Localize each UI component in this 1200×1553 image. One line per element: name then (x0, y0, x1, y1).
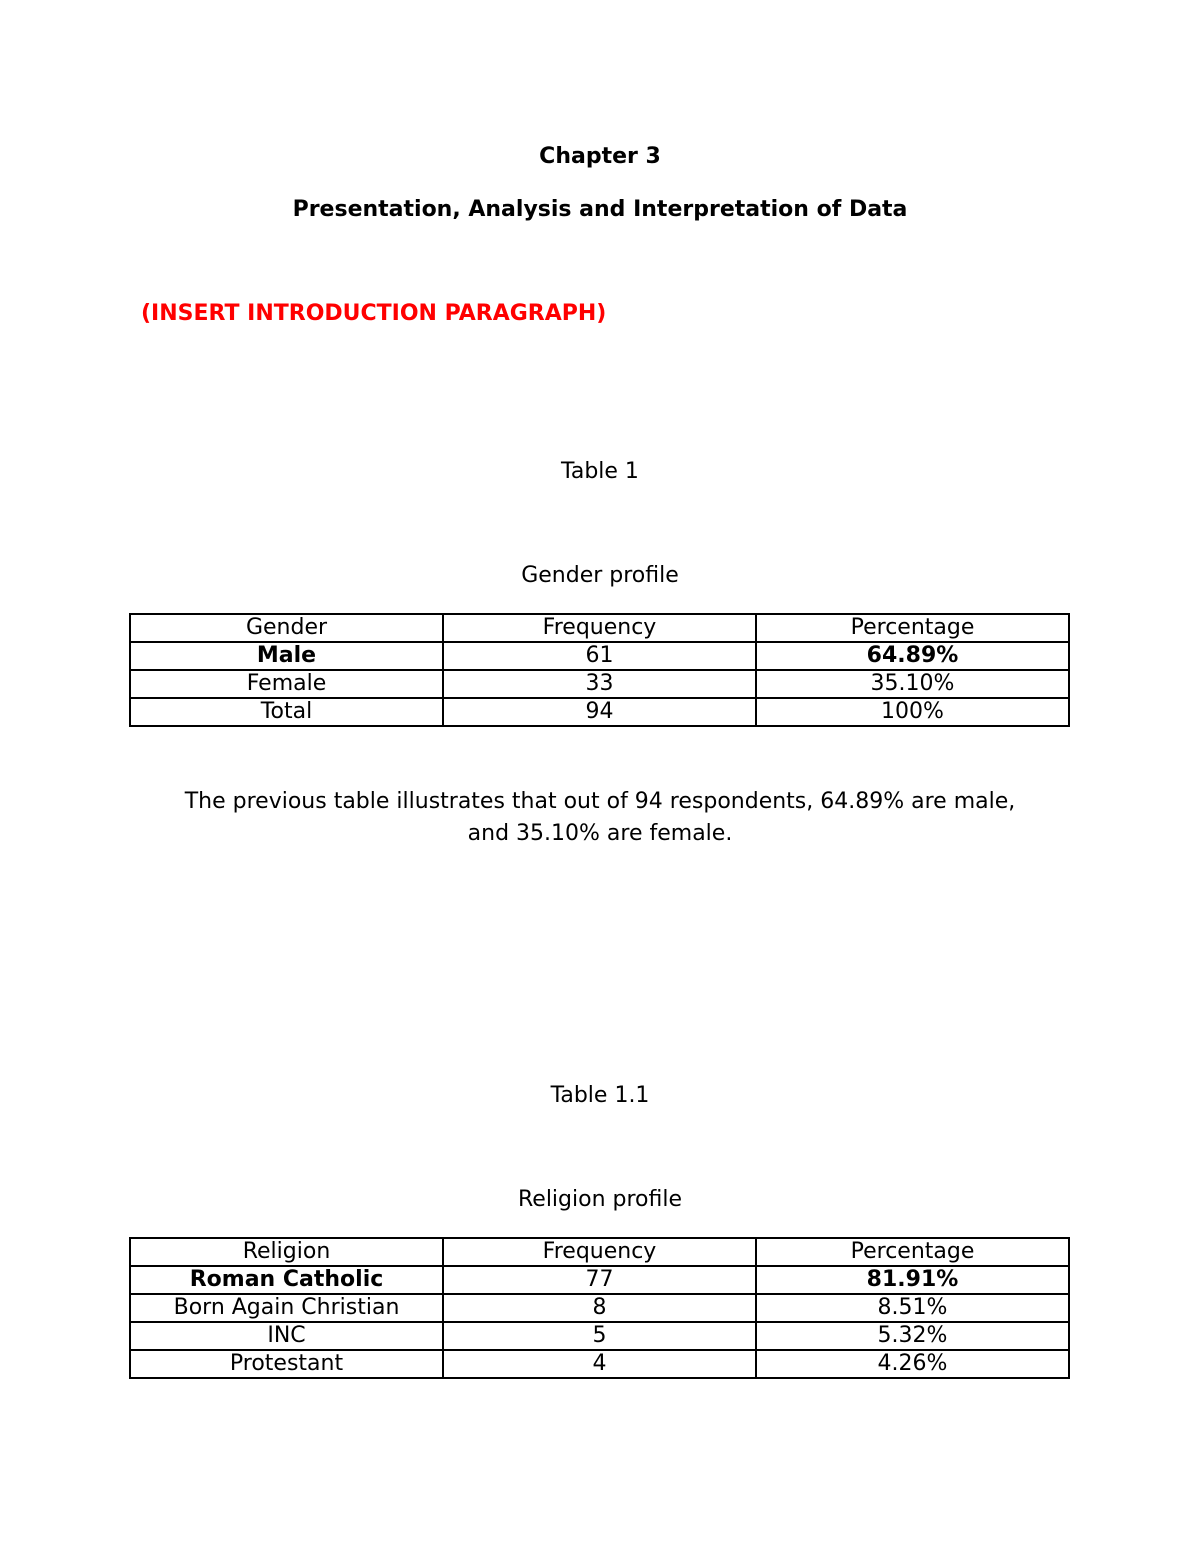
religion-profile-table (129, 1237, 1070, 1379)
religion-cell: Protestant (130, 1350, 443, 1378)
gender-cell: Female (130, 670, 443, 698)
table-row (130, 1322, 1069, 1350)
table-row (130, 1350, 1069, 1378)
intro-placeholder: (INSERT INTRODUCTION PARAGRAPH) (141, 301, 607, 326)
frequency-cell: 8 (443, 1294, 756, 1322)
religion-cell: Roman Catholic (130, 1266, 443, 1294)
table1-title: Gender profile (521, 563, 679, 588)
table-header-row (130, 614, 1069, 642)
table-row-total (130, 698, 1069, 726)
frequency-cell: 61 (443, 642, 756, 670)
frequency-cell: 33 (443, 670, 756, 698)
percentage-cell: 8.51% (756, 1294, 1069, 1322)
percentage-cell: 64.89% (756, 642, 1069, 670)
table-row (130, 1266, 1069, 1294)
table-row (130, 1294, 1069, 1322)
table2-label: Table 1.1 (550, 1083, 650, 1108)
frequency-cell: 4 (443, 1350, 756, 1378)
percentage-cell: 35.10% (756, 670, 1069, 698)
percentage-cell: 5.32% (756, 1322, 1069, 1350)
interpretation-line-2: and 35.10% are female. (467, 821, 733, 846)
table1-label: Table 1 (561, 459, 639, 484)
percentage-cell: 100% (756, 698, 1069, 726)
chapter-subtitle: Presentation, Analysis and Interpretation of Data (292, 197, 908, 222)
gender-cell: Male (130, 642, 443, 670)
percentage-cell: 4.26% (756, 1350, 1069, 1378)
gender-cell: Total (130, 698, 443, 726)
chapter-title: Chapter 3 (539, 144, 661, 169)
table-header-row (130, 1238, 1069, 1266)
table-row (130, 670, 1069, 698)
religion-cell: Born Again Christian (130, 1294, 443, 1322)
header-frequency: Frequency (443, 1238, 756, 1266)
header-percentage: Percentage (756, 1238, 1069, 1266)
table-row (130, 642, 1069, 670)
table2-title: Religion profile (517, 1187, 683, 1212)
header-religion: Religion (130, 1238, 443, 1266)
frequency-cell: 77 (443, 1266, 756, 1294)
table1-interpretation (100, 786, 1100, 850)
header-frequency: Frequency (443, 614, 756, 642)
frequency-cell: 94 (443, 698, 756, 726)
gender-profile-table (129, 613, 1070, 727)
frequency-cell: 5 (443, 1322, 756, 1350)
religion-cell: INC (130, 1322, 443, 1350)
percentage-cell: 81.91% (756, 1266, 1069, 1294)
header-percentage: Percentage (756, 614, 1069, 642)
header-gender: Gender (130, 614, 443, 642)
interpretation-line-1: The previous table illustrates that out of 94 respondents, 64.89% are male, (184, 789, 1016, 814)
